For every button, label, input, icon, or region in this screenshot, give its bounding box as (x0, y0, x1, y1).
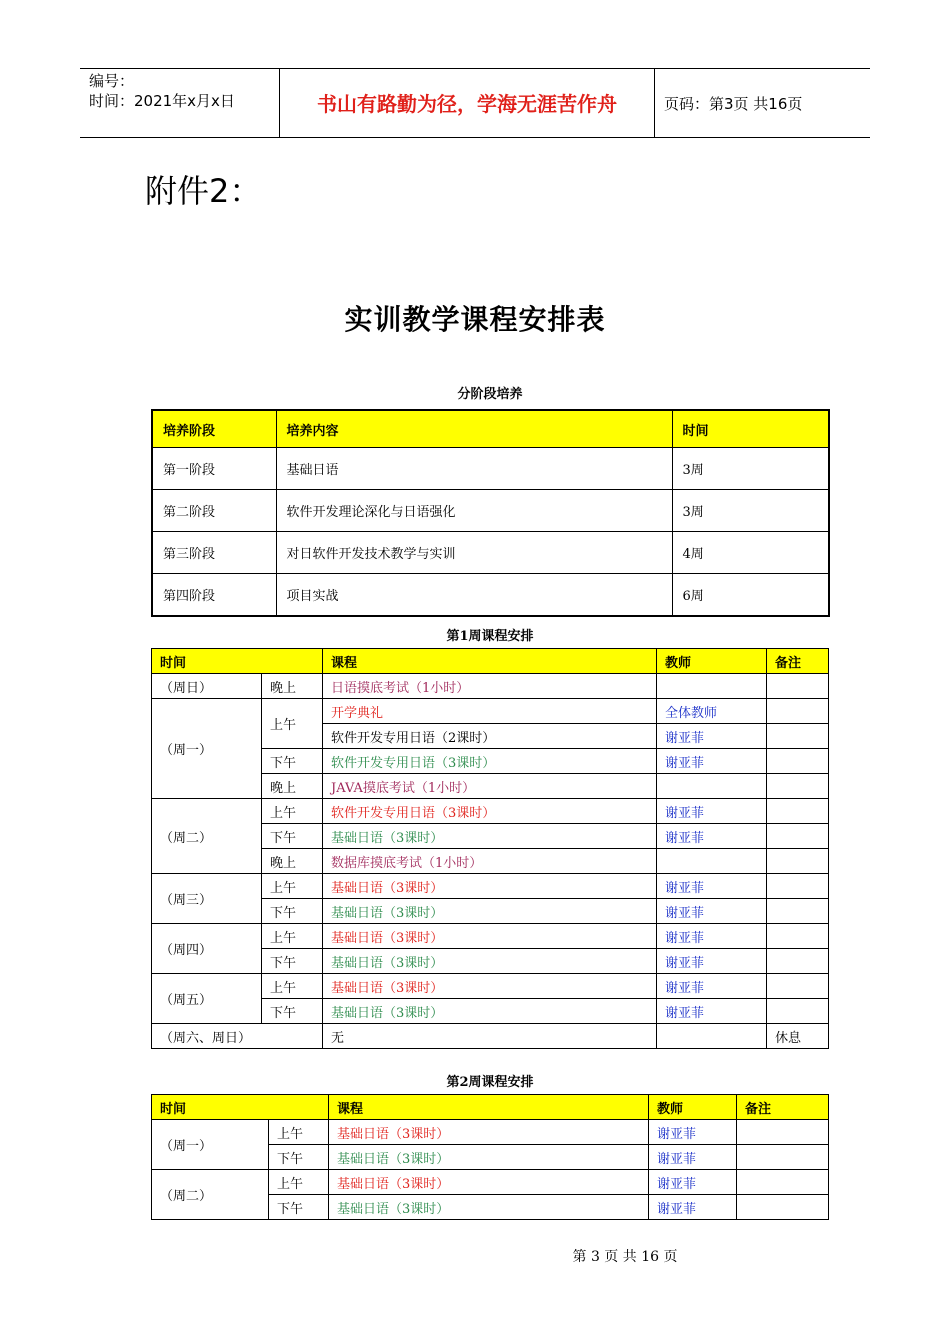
column-header: 时间 (152, 1095, 329, 1120)
note-cell (737, 1120, 829, 1145)
note-cell (767, 799, 829, 824)
day-cell: （周二） (152, 799, 262, 874)
content-cell: 项目实战 (276, 574, 672, 617)
table-row (152, 490, 829, 532)
course-cell: JAVA摸底考试（1小时） (323, 774, 657, 799)
period-cell: 上午 (269, 1120, 329, 1145)
table-header-row (152, 649, 829, 674)
course-cell: 软件开发专用日语（3课时） (323, 749, 657, 774)
note-cell (767, 724, 829, 749)
day-cell: （周一） (152, 1120, 269, 1170)
day-cell: （周五） (152, 974, 262, 1024)
course-cell: 基础日语（3课时） (323, 899, 657, 924)
page-footer: 第 3 页 共 16 页 (572, 1249, 678, 1265)
document-date: 时间：2021年x月x日 (89, 92, 235, 110)
stage-cell: 第一阶段 (152, 448, 276, 490)
teacher-cell: 谢亚菲 (657, 999, 767, 1024)
document-number: 编号： (89, 72, 135, 90)
content-cell: 软件开发理论深化与日语强化 (276, 490, 672, 532)
note-cell (767, 699, 829, 724)
course-cell: 基础日语（3课时） (329, 1170, 649, 1195)
table-row (152, 799, 829, 824)
table-row (152, 1170, 829, 1195)
column-header: 教师 (657, 649, 767, 674)
table-row (152, 532, 829, 574)
period-cell: 下午 (262, 749, 323, 774)
day-cell: （周一） (152, 699, 262, 799)
period-cell: 下午 (269, 1145, 329, 1170)
table-row (152, 974, 829, 999)
teacher-cell: 谢亚菲 (657, 874, 767, 899)
teacher-cell: 谢亚菲 (657, 799, 767, 824)
week2-caption: 第2周课程安排 (446, 1075, 534, 1090)
week2-table (151, 1094, 829, 1220)
day-cell: （周三） (152, 874, 262, 924)
header-meta (80, 69, 280, 137)
teacher-cell: 谢亚菲 (657, 949, 767, 974)
period-cell: 下午 (262, 949, 323, 974)
period-cell: 上午 (262, 924, 323, 949)
teacher-cell: 谢亚菲 (657, 824, 767, 849)
stage-cell: 第四阶段 (152, 574, 276, 617)
teacher-cell: 谢亚菲 (657, 899, 767, 924)
teacher-cell: 谢亚菲 (657, 924, 767, 949)
course-cell: 基础日语（3课时） (323, 999, 657, 1024)
column-header: 时间 (152, 649, 323, 674)
note-cell (767, 874, 829, 899)
teacher-cell: 谢亚菲 (657, 974, 767, 999)
note-cell (767, 974, 829, 999)
day-cell: （周二） (152, 1170, 269, 1220)
note-cell (767, 824, 829, 849)
note-cell (767, 924, 829, 949)
column-header: 培养阶段 (152, 410, 276, 448)
course-cell: 基础日语（3课时） (329, 1145, 649, 1170)
column-header: 备注 (767, 649, 829, 674)
course-cell: 基础日语（3课时） (329, 1195, 649, 1220)
duration-cell: 3周 (672, 490, 829, 532)
course-cell: 基础日语（3课时） (323, 949, 657, 974)
table-header-row (152, 1095, 829, 1120)
table-row (152, 674, 829, 699)
course-cell: 开学典礼 (323, 699, 657, 724)
note-cell (767, 749, 829, 774)
week1-table (151, 648, 829, 1049)
course-cell: 日语摸底考试（1小时） (323, 674, 657, 699)
teacher-cell (657, 774, 767, 799)
teacher-cell: 谢亚菲 (649, 1145, 737, 1170)
period-cell: 下午 (262, 899, 323, 924)
table-row (152, 1024, 829, 1049)
column-header: 培养内容 (276, 410, 672, 448)
period-cell: 下午 (262, 824, 323, 849)
stages-caption: 分阶段培养 (457, 387, 523, 402)
stage-cell: 第三阶段 (152, 532, 276, 574)
column-header: 教师 (649, 1095, 737, 1120)
note-cell (767, 949, 829, 974)
period-cell: 上午 (262, 799, 323, 824)
teacher-cell: 谢亚菲 (657, 749, 767, 774)
period-cell: 晚上 (262, 774, 323, 799)
stage-cell: 第二阶段 (152, 490, 276, 532)
teacher-cell: 谢亚菲 (649, 1170, 737, 1195)
duration-cell: 3周 (672, 448, 829, 490)
course-cell: 基础日语（3课时） (329, 1120, 649, 1145)
day-cell: （周六、周日） (152, 1024, 323, 1049)
attachment-label: 附件2： (145, 172, 262, 210)
note-cell (737, 1170, 829, 1195)
course-cell: 软件开发专用日语（2课时） (323, 724, 657, 749)
teacher-cell (657, 849, 767, 874)
table-row (152, 874, 829, 899)
teacher-cell (657, 674, 767, 699)
note-cell (737, 1145, 829, 1170)
note-cell (767, 899, 829, 924)
course-cell: 基础日语（3课时） (323, 824, 657, 849)
course-cell: 基础日语（3课时） (323, 974, 657, 999)
period-cell: 晚上 (262, 674, 323, 699)
table-header-row (152, 410, 829, 448)
content-cell: 对日软件开发技术教学与实训 (276, 532, 672, 574)
duration-cell: 6周 (672, 574, 829, 617)
day-cell: （周四） (152, 924, 262, 974)
course-cell: 无 (323, 1024, 657, 1049)
table-row (152, 1120, 829, 1145)
header-motto: 书山有路勤为径，学海无涯苦作舟 (280, 69, 655, 137)
course-cell: 基础日语（3课时） (323, 874, 657, 899)
page-title: 实训教学课程安排表 (344, 303, 606, 336)
teacher-cell: 谢亚菲 (649, 1195, 737, 1220)
teacher-cell: 谢亚菲 (649, 1120, 737, 1145)
column-header: 课程 (323, 649, 657, 674)
content-cell: 基础日语 (276, 448, 672, 490)
teacher-cell: 全体教师 (657, 699, 767, 724)
table-row (152, 448, 829, 490)
course-cell: 软件开发专用日语（3课时） (323, 799, 657, 824)
duration-cell: 4周 (672, 532, 829, 574)
course-cell: 数据库摸底考试（1小时） (323, 849, 657, 874)
note-cell: 休息 (767, 1024, 829, 1049)
note-cell (767, 849, 829, 874)
note-cell (767, 674, 829, 699)
period-cell: 上午 (262, 974, 323, 999)
week1-caption: 第1周课程安排 (446, 629, 534, 644)
table-row (152, 699, 829, 724)
column-header: 课程 (329, 1095, 649, 1120)
note-cell (767, 774, 829, 799)
note-cell (767, 999, 829, 1024)
column-header: 备注 (737, 1095, 829, 1120)
teacher-cell (657, 1024, 767, 1049)
table-row (152, 924, 829, 949)
period-cell: 下午 (269, 1195, 329, 1220)
period-cell: 下午 (262, 999, 323, 1024)
column-header: 时间 (672, 410, 829, 448)
period-cell: 上午 (262, 874, 323, 899)
teacher-cell: 谢亚菲 (657, 724, 767, 749)
period-cell: 上午 (262, 699, 323, 749)
course-cell: 基础日语（3课时） (323, 924, 657, 949)
table-row (152, 574, 829, 617)
period-cell: 上午 (269, 1170, 329, 1195)
header-page-info: 页码：第3页 共16页 (664, 95, 803, 113)
period-cell: 晚上 (262, 849, 323, 874)
page-header (80, 68, 870, 138)
day-cell: （周日） (152, 674, 262, 699)
note-cell (737, 1195, 829, 1220)
stages-table (151, 409, 830, 617)
